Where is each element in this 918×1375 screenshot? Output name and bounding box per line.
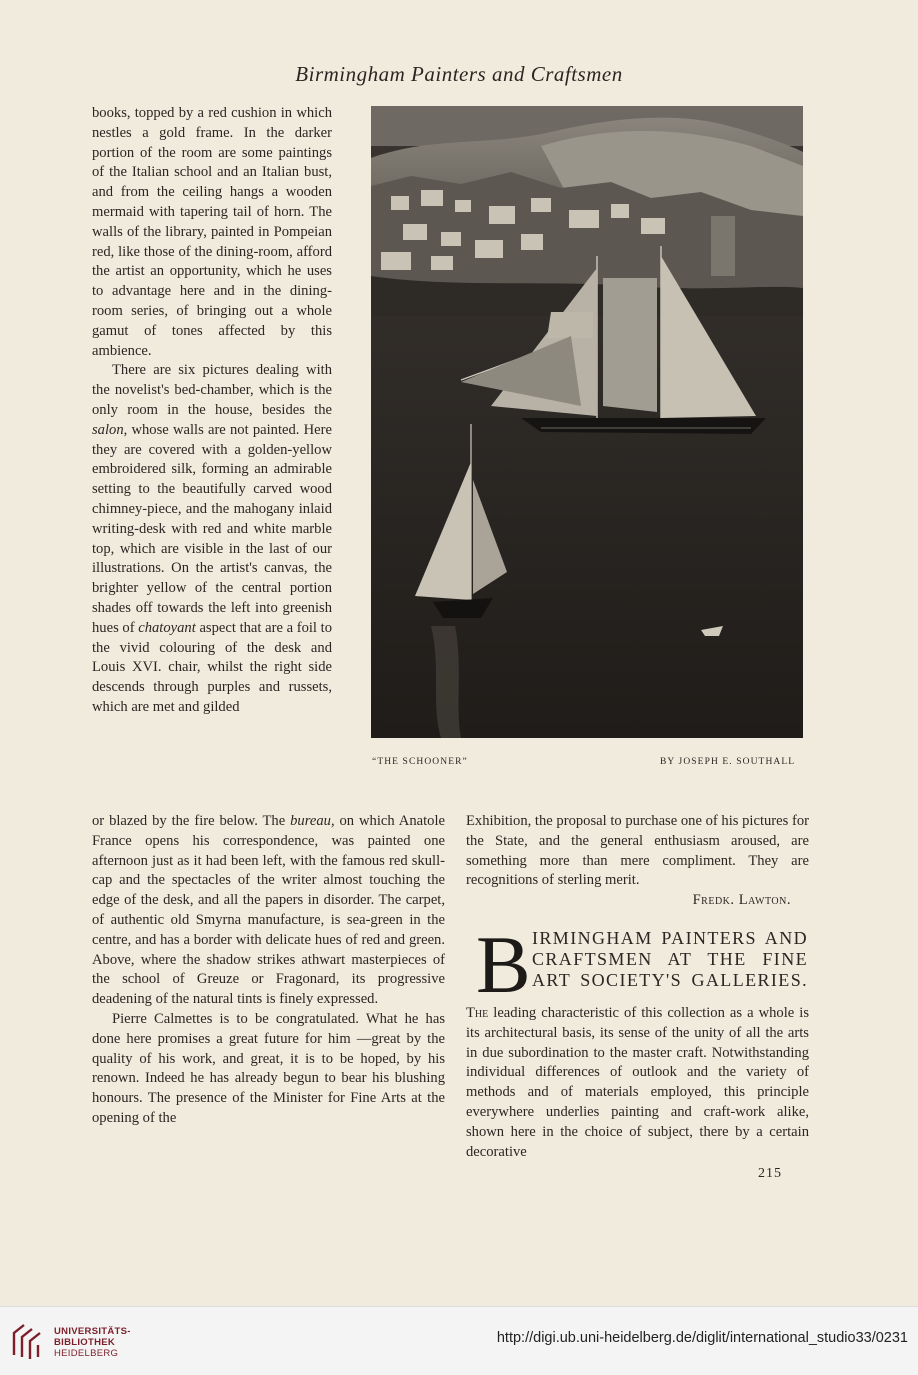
- drop-cap: B: [476, 919, 531, 1010]
- left-column-top: [92, 104, 332, 718]
- illustration-caption-title: “THE SCHOONER”: [372, 757, 468, 767]
- paragraph: or blazed by the fire below. The bureau, on which Anatole France opens his correspondence, was painted one afternoon just as it had been left, with the famous red skull-cap and the spectacles of the writer almost touching the edge of the desk, and all the papers in disorder. The carpet, of authentic old Smyrna manufacture, is sea-green in the centre, and has a border with delicate hues of red and green. Above, where the shadow strikes athwart masterpieces of the school of Greuze or Fragonard, its progressive deadening of the natural tints is finely expressed.: [92, 813, 445, 1008]
- article-heading: [466, 919, 809, 1010]
- illustration-caption-artist: BY JOSEPH E. SOUTHALL: [660, 757, 796, 767]
- schooner-illustration: [371, 106, 803, 738]
- article-heading-text: IRMINGHAM PAINTERS AND CRAFTSMEN AT THE FINE ART SOCIETY'S GALLERIES.: [532, 928, 808, 990]
- paragraph: Exhibition, the proposal to purchase one of his pictures for the State, and the general enthusiasm aroused, are something more than mere compliment. They are recognitions of sterling merit.: [466, 813, 809, 889]
- paragraph: There are six pictures dealing with the novelist's bed-chamber, which is the only room in the house, besides the salon, whose walls are not painted. Here they are covered with a golden-yellow embroidered silk, forming an admirable setting to the beautifully carved wood chimney-piece, and the mahogany inlaid writing-desk with red and white marble top, which are visible in the last of our illustrations. On the artist's canvas, the brighter yellow of the central portion shades off towards the left into greenish hues of chatoyant aspect that are a foil to the vivid colouring of the desk and Louis XVI. chair, whilst the right side descends through purples and russets, which are met and gilded: [92, 362, 332, 715]
- viewer-footer: [0, 1306, 918, 1375]
- permalink-url[interactable]: http://digi.ub.uni-heidelberg.de/diglit/international_studio33/0231: [496, 1330, 908, 1346]
- paragraph: Pierre Calmettes is to be congratulated. What he has done here promises a great future for him —great by the quality of his work, and great, it is to be hoped, by his renown. Indeed he has already begun to bear his blushing honours. The presence of the Minister for Fine Arts at the opening of the: [92, 1010, 445, 1126]
- schooner-painting-image: [371, 106, 803, 738]
- paragraph: The leading characteristic of this collection as a whole is its architectural basis, its sense of the unity of all the arts in due subordination to the master craft. Notwithstanding individual differences of outlook and the variety of methods and of materials employed, this principle everywhere underlies painting and craft-work alike, shown here in the choice of subject, there by a certain decorative: [466, 1005, 809, 1160]
- article-body: [466, 1004, 809, 1162]
- paragraph: books, topped by a red cushion in which nestles a gold frame. In the darker portion of the room are some paintings of the Italian school and an Italian bust, and from the ceiling hangs a wooden mermaid with tapering tail of horn. The walls of the library, painted in Pompeian red, like those of the dining-room, afford the artist an opportunity, which he uses to advantage here and in the dining-room series, of bringing out a whole gamut of tones affected by this ambience.: [92, 105, 332, 359]
- left-column-bottom: [92, 812, 445, 1129]
- library-name: UNIVERSITÄTS- BIBLIOTHEK HEIDELBERG: [54, 1326, 131, 1359]
- author-signature: Fredk. Lawton.: [692, 892, 791, 909]
- page-number: 215: [758, 1166, 782, 1181]
- right-column-top: [466, 812, 809, 911]
- running-head: Birmingham Painters and Craftsmen: [295, 62, 623, 86]
- university-library-logo-icon: [10, 1321, 46, 1361]
